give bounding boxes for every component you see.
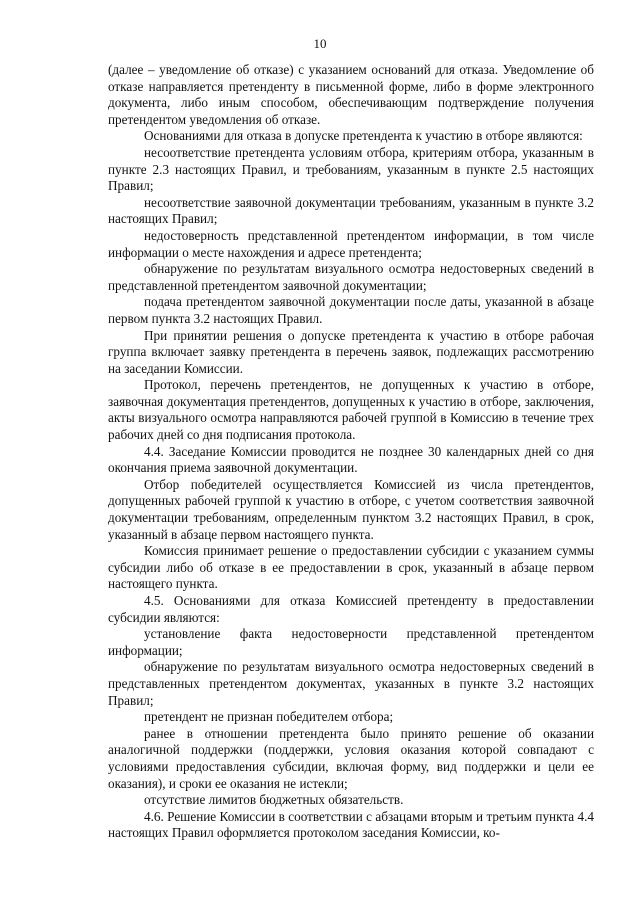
paragraph: установление факта недостоверности представленной претендентом информации; — [108, 626, 594, 658]
paragraph: Отбор победителей осуществляется Комиссией из числа претендентов, допущенных рабочей группой к участию в отборе, с учетом соответствия заявочной документации требованиям, определенным пунктом 3.2 настоящих Правил, в срок, указанный в абзаце первом настоящего пункта. — [108, 476, 594, 542]
paragraph: Комиссия принимает решение о предоставлении субсидии с указанием суммы субсидии либо об отказе в ее предоставлении в срок, указанный в абзаце первом настоящего пункта. — [108, 543, 594, 592]
page-number: 10 — [313, 36, 327, 51]
paragraph: При принятии решения о допуске претендента к участию в отборе рабочая группа включает заявку претендента в перечень заявок, подлежащих рассмотрению на заседании Комиссии. — [108, 327, 594, 376]
paragraph: (далее – уведомление об отказе) с указанием оснований для отказа. Уведомление об отказе направляется претенденту в письменной форме, либо в форме электронного документа, либо иным способом, обеспечивающим подтверждение получения претендентом уведомления об отказе. — [108, 62, 594, 127]
paragraph: Основаниями для отказа в допуске претендента к участию в отборе являются: — [144, 128, 583, 144]
paragraph: Протокол, перечень претендентов, не допущенных к участию в отборе, заявочная документация претендентов, допущенных к участию в отборе, заключения, акты визуального осмотра направляются рабочей группой в Комиссию в течение трех рабочих дней со дня подписания протокола. — [108, 377, 594, 443]
paragraph: ранее в отношении претендента было принято решение об оказании аналогичной поддержки (поддержки, условия оказания которой совпадают с условиями предоставления субсидии, включая форму, вид поддержки и цели ее оказания), и сроки ее оказания не истекли; — [108, 725, 594, 791]
paragraph: претендент не признан победителем отбора; — [144, 709, 394, 725]
paragraph: обнаружение по результатам визуального осмотра недостоверных сведений в представленной претендентом заявочной документации; — [108, 261, 594, 293]
paragraph: 4.5. Основаниями для отказа Комиссией претенденту в предоставлении субсидии являются: — [108, 593, 594, 625]
paragraph: несоответствие заявочной документации требованиям, указанным в пункте 3.2 настоящих Правил; — [108, 194, 594, 227]
paragraph: подача претендентом заявочной документации после даты, указанной в абзаце первом пункта 3.2 настоящих Правил. — [108, 294, 594, 326]
paragraph: отсутствие лимитов бюджетных обязательств. — [144, 792, 404, 808]
paragraph: 4.4. Заседание Комиссии проводится не позднее 30 календарных дней со дня окончания приема заявочной документации. — [108, 443, 594, 476]
paragraph: несоответствие претендента условиям отбора, критериям отбора, указанным в пункте 2.3 настоящих Правил, и требованиям, указанным в пункте 2.5 настоящих Правил; — [108, 144, 594, 194]
document-body — [108, 62, 594, 842]
paragraph: недостоверность представленной претендентом информации, в том числе информации о месте нахождения и адресе претендента; — [108, 227, 594, 260]
paragraph: обнаружение по результатам визуального осмотра недостоверных сведений в представленных претендентом документах, указанных в пункте 3.2 настоящих Правил; — [108, 659, 594, 708]
paragraph: 4.6. Решение Комиссии в соответствии с абзацами вторым и третьим пункта 4.4 настоящих Правил оформляется протоколом заседания Комиссии, ко- — [108, 808, 594, 841]
